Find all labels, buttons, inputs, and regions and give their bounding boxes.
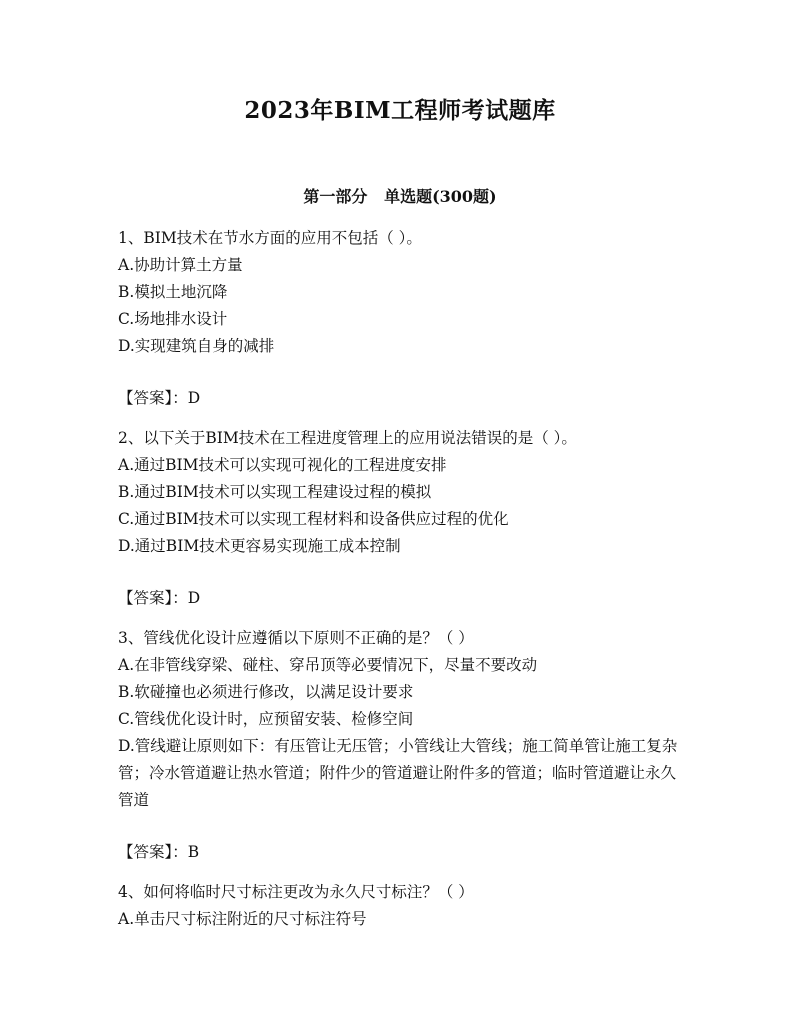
document-title: 2023年BIM工程师考试题库 <box>244 97 556 124</box>
option-c: C.通过BIM技术可以实现工程材料和设备供应过程的优化 <box>118 510 509 528</box>
option-d: D.实现建筑自身的减排 <box>118 337 275 355</box>
option-c: C.场地排水设计 <box>118 310 228 328</box>
section-title: 第一部分 单选题(300题) <box>303 187 497 206</box>
question-stem: 3、管线优化设计应遵循以下原则不正确的是？（ ） <box>118 629 474 647</box>
question-stem: 4、如何将临时尺寸标注更改为永久尺寸标注？（ ） <box>118 883 474 901</box>
option-b: B.模拟土地沉降 <box>118 283 228 301</box>
option-a: A.协助计算土方量 <box>118 256 243 274</box>
option-b: B.软碰撞也必须进行修改，以满足设计要求 <box>118 683 414 701</box>
question-item <box>118 225 688 412</box>
option-b: B.通过BIM技术可以实现工程建设过程的模拟 <box>118 483 432 501</box>
option-a: A.单击尺寸标注附近的尺寸标注符号 <box>118 910 367 928</box>
answer-label: 【答案】：B <box>118 843 200 861</box>
question-stem: 2、以下关于BIM技术在工程进度管理上的应用说法错误的是（ ）。 <box>118 429 577 447</box>
answer-label: 【答案】：D <box>118 589 201 607</box>
option-d: D.通过BIM技术更容易实现施工成本控制 <box>118 537 401 555</box>
question-list <box>118 225 688 933</box>
option-a: A.在非管线穿梁、碰柱、穿吊顶等必要情况下，尽量不要改动 <box>118 656 538 674</box>
answer-label: 【答案】：D <box>118 389 201 407</box>
question-item <box>118 879 688 933</box>
option-a: A.通过BIM技术可以实现可视化的工程进度安排 <box>118 456 447 474</box>
question-item <box>118 625 688 866</box>
option-d: D.管线避让原则如下：有压管让无压管；小管线让大管线；施工简单管让施工复杂管；冷水管道避让热水管道；附件少的管道避让附件多的管道；临时管道避让永久管道 <box>118 737 678 809</box>
option-c: C.管线优化设计时，应预留安装、检修空间 <box>118 710 414 728</box>
question-item <box>118 425 688 612</box>
question-stem: 1、BIM技术在节水方面的应用不包括（ ）。 <box>118 229 422 247</box>
